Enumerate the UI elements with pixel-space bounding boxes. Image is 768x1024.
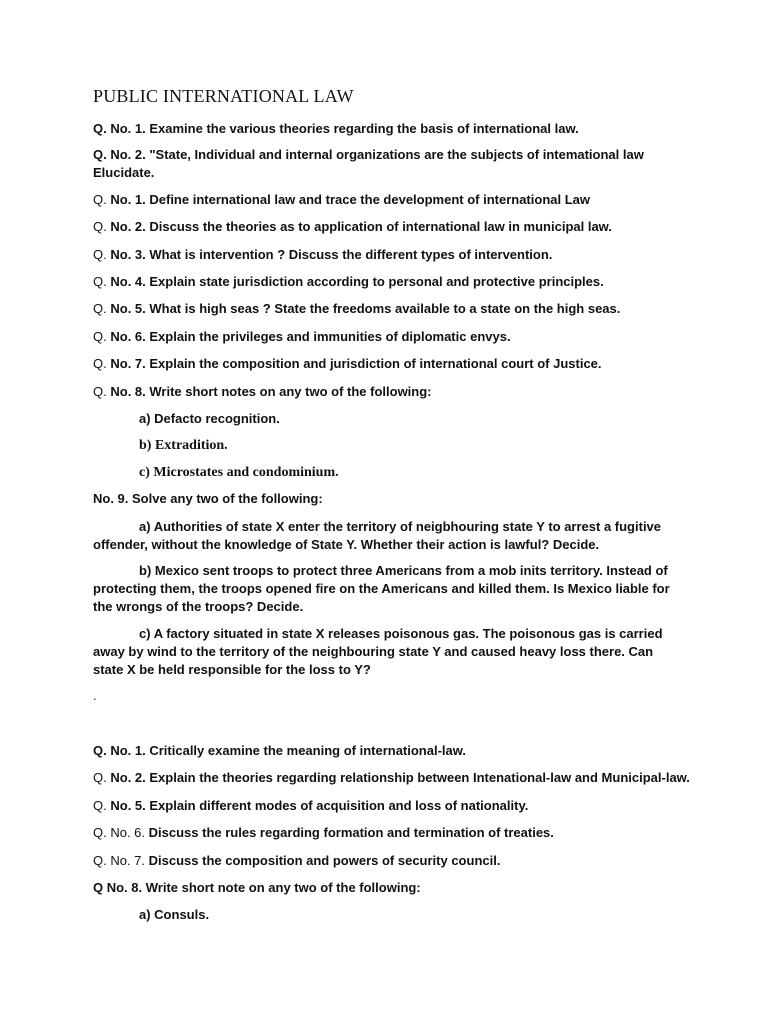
question-text: No. 4. Explain state jurisdiction according to personal and protective principles.	[110, 274, 604, 289]
sub-item: a) Consuls.	[139, 907, 210, 922]
question-label: Q.	[93, 301, 107, 316]
question-text: Discuss the composition and powers of security council.	[148, 853, 501, 868]
question-label: Q. No. 7.	[93, 853, 146, 868]
question-label: Q.	[93, 798, 107, 813]
question-label: Q. No. 1.	[93, 743, 146, 758]
question-label: Q.	[93, 770, 107, 785]
question-item	[93, 742, 678, 760]
question-item	[93, 300, 678, 318]
sub-item: b) Extradition.	[139, 438, 228, 453]
scenario-paragraph: b) Mexico sent troops to protect three Americans from a mob inits territory. Instead of protecting them, the troops opened fire on the Americans and killed them. Is Mexico liable for the wrongs of the troops? Decide.	[93, 563, 670, 614]
question-label: Q.	[93, 384, 107, 399]
question-text: No. 1. Define international law and trace the development of international Law	[110, 192, 590, 207]
question-text: No. 2. Explain the theories regarding relationship between Intenational-law and Municipal-law.	[110, 770, 690, 785]
question-item	[93, 824, 678, 842]
question-text: Write short note on any two of the following:	[145, 880, 421, 895]
question-label: Q No. 8.	[93, 880, 143, 895]
question-text: Discuss the rules regarding formation and termination of treaties.	[148, 825, 554, 840]
sub-item: a) Defacto recognition.	[139, 411, 280, 426]
question-text: No. 8. Write short notes on any two of the following:	[110, 384, 432, 399]
question-label: Q.	[93, 219, 107, 234]
sub-item: c) Microstates and condominium.	[139, 465, 339, 480]
question-text: "State, Individual and internal organizations are the subjects of intemational law Elucidate.	[93, 147, 644, 180]
question-text: Examine the various theories regarding the basis of international law.	[149, 121, 579, 136]
question-text: No. 5. Explain different modes of acquisition and loss of nationality.	[110, 798, 529, 813]
question-label: Q.	[93, 192, 107, 207]
question-item	[93, 120, 678, 138]
question-item	[93, 355, 678, 373]
question-item	[93, 383, 678, 401]
question-item	[93, 218, 678, 236]
question-text: No. 7. Explain the composition and jurisdiction of international court of Justice.	[110, 356, 602, 371]
question-label: Q. No. 2.	[93, 147, 146, 162]
question-item: No. 9. Solve any two of the following:	[93, 491, 323, 506]
scenario-paragraph: c) A factory situated in state X releases poisonous gas. The poisonous gas is carried away by wind to the territory of the neighbouring state Y and caused heavy loss there. Can state X be held responsible for the loss to Y?	[93, 626, 663, 677]
question-label: Q.	[93, 329, 107, 344]
question-item	[93, 273, 678, 291]
question-text: Critically examine the meaning of international-law.	[149, 743, 467, 758]
question-label: Q. No. 6.	[93, 825, 146, 840]
question-item	[93, 879, 678, 897]
question-item	[93, 328, 678, 346]
question-text: No. 2. Discuss the theories as to application of international law in municipal law.	[110, 219, 612, 234]
question-label: Q.	[93, 274, 107, 289]
question-text: No. 3. What is intervention ? Discuss the different types of intervention.	[110, 247, 553, 262]
question-item	[93, 852, 678, 870]
question-text: No. 5. What is high seas ? State the freedoms available to a state on the high seas.	[110, 301, 621, 316]
question-item	[93, 146, 678, 182]
question-item	[93, 191, 678, 209]
question-label: Q. No. 1.	[93, 121, 146, 136]
question-item	[93, 769, 690, 787]
question-item	[93, 797, 678, 815]
question-label: Q.	[93, 247, 107, 262]
scenario-paragraph: a) Authorities of state X enter the territory of neigbhouring state Y to arrest a fugitive offender, without the knowledge of State Y. Whether their action is lawful? Decide.	[93, 519, 662, 552]
stray-dot: .	[93, 688, 97, 703]
question-label: Q.	[93, 356, 107, 371]
page-title: PUBLIC INTERNATIONAL LAW	[93, 86, 354, 106]
question-item	[93, 246, 678, 264]
question-text: No. 6. Explain the privileges and immunities of diplomatic envys.	[110, 329, 511, 344]
